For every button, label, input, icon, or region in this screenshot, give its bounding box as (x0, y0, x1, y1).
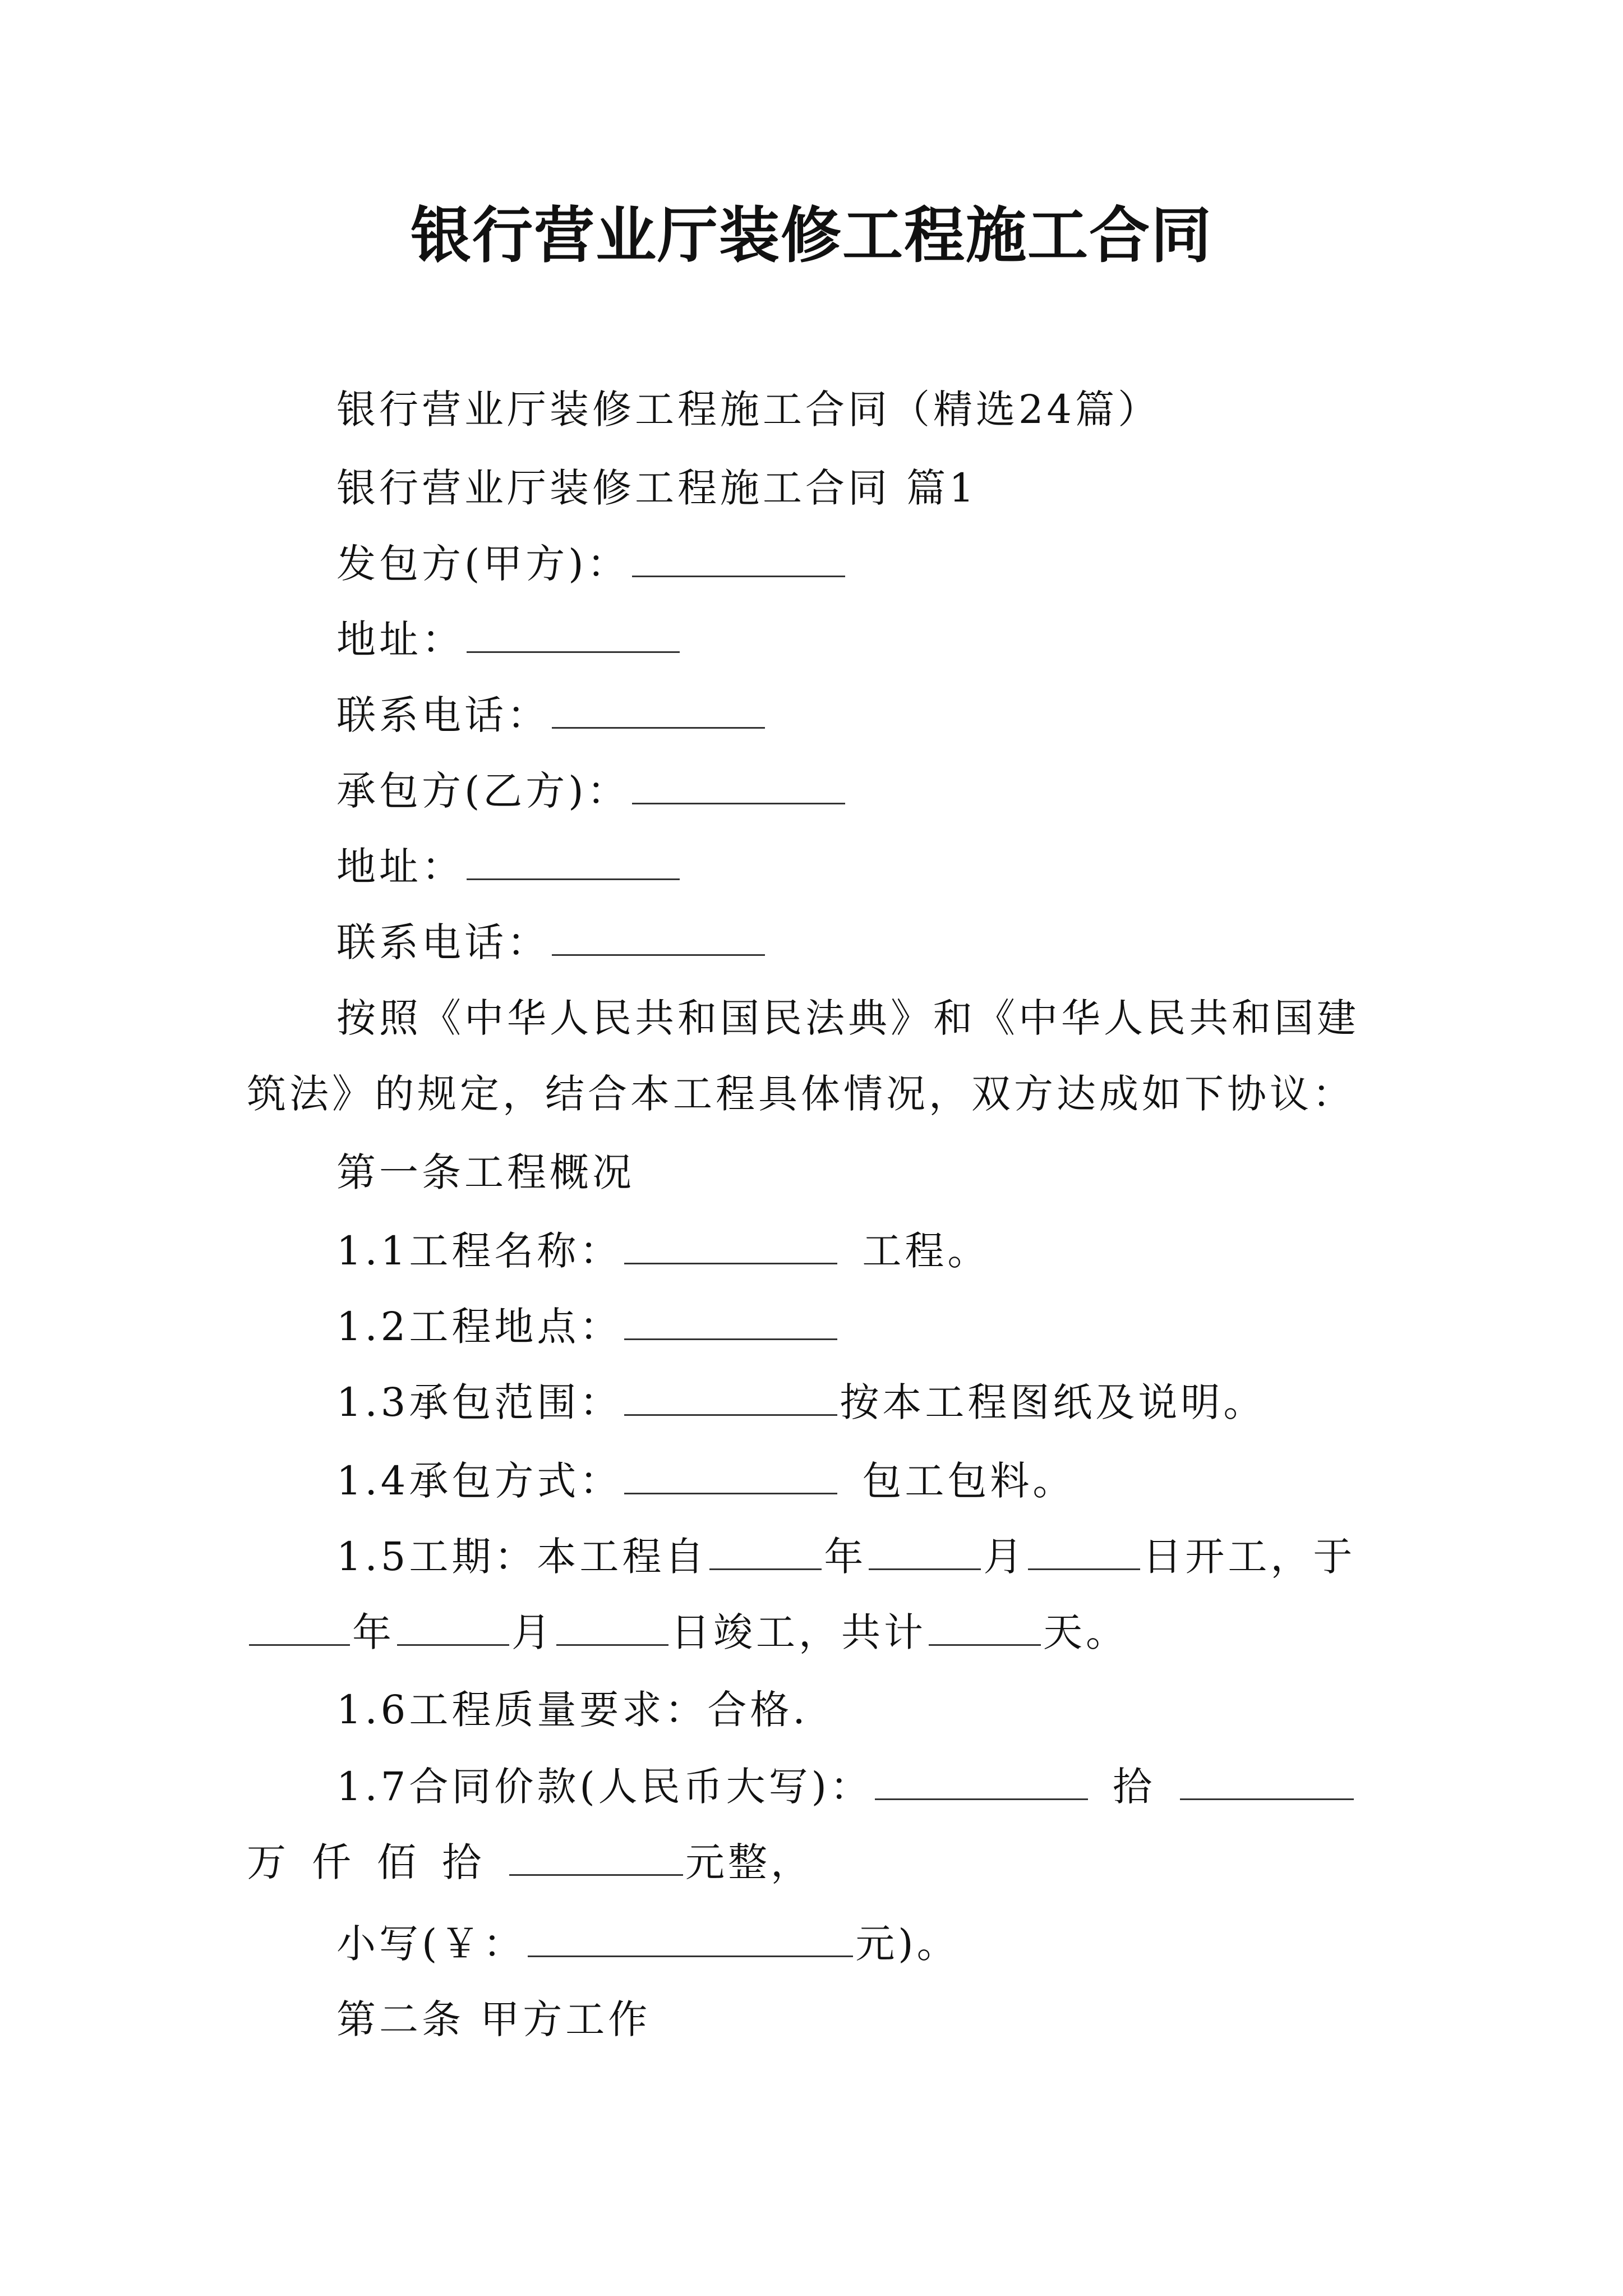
scope-line (336, 1374, 1266, 1430)
project-site-label: 1.2工程地点： (336, 1304, 623, 1350)
blank-field (1180, 1761, 1354, 1800)
party-a-label: 发包方(甲方)： (336, 541, 630, 587)
blank-field (528, 1918, 853, 1957)
project-name-suffix: 工程。 (862, 1228, 990, 1274)
month-label: 月 (511, 1609, 554, 1655)
period-line-1 (336, 1529, 1355, 1585)
blank-field (1028, 1531, 1140, 1570)
blank-field (709, 1531, 822, 1570)
blank-field (509, 1837, 683, 1876)
address-a-label: 地址： (336, 616, 464, 662)
article-1-heading: 第一条工程概况 (336, 1149, 635, 1195)
chapter-heading: 银行营业厅装修工程施工合同 篇1 (336, 465, 978, 511)
scope-label: 1.3承包范围： (336, 1379, 623, 1425)
yuan-zheng-label: 元整， (685, 1839, 813, 1885)
contract-mode-suffix: 包工包料。 (862, 1458, 1076, 1504)
small-amount-suffix: 元)。 (855, 1921, 960, 1967)
phone-b-line (336, 914, 767, 970)
phone-b-label: 联系电话： (336, 919, 550, 965)
blank-field (556, 1607, 668, 1646)
project-site-line (336, 1299, 840, 1355)
blank-field (632, 539, 845, 577)
document-title: 银行营业厅装修工程施工合同 (410, 200, 1212, 271)
year-label: 年 (824, 1534, 867, 1580)
phone-a-line (336, 687, 767, 743)
price-line-2 (247, 1834, 813, 1890)
blank-field (397, 1607, 509, 1646)
period-line-2 (247, 1604, 1128, 1660)
blank-field (624, 1456, 837, 1494)
shi-label: 拾 (442, 1839, 485, 1885)
blank-field (467, 614, 680, 653)
wan-label: 万 (247, 1839, 289, 1885)
blank-field (467, 841, 680, 880)
quality-line: 1.6工程质量要求：合格. (336, 1687, 809, 1733)
price-label: 1.7合同价款(人民币大写)： (336, 1764, 873, 1810)
project-name-label: 1.1工程名称： (336, 1228, 623, 1274)
project-name-line (336, 1223, 990, 1279)
blank-field (624, 1377, 837, 1416)
blank-field (552, 690, 765, 729)
address-b-line (336, 839, 682, 895)
blank-field (249, 1607, 350, 1646)
qian-label: 仟 (312, 1839, 354, 1885)
party-a-line (336, 536, 847, 592)
address-a-line (336, 611, 682, 668)
year-label: 年 (352, 1609, 395, 1655)
small-amount-line (336, 1916, 960, 1972)
phone-a-label: 联系电话： (336, 692, 550, 738)
shi-label: 拾 (1112, 1764, 1155, 1810)
days-label: 天。 (1043, 1609, 1128, 1655)
start-day-label: 日开工，于 (1142, 1534, 1356, 1580)
blank-field (624, 1226, 837, 1264)
article-2-heading: 第二条 甲方工作 (336, 1996, 651, 2042)
bai-label: 佰 (377, 1839, 419, 1885)
law-paragraph-line-1: 按照《中华人民共和国民法典》和《中华人民共和国建 (336, 995, 1359, 1041)
party-b-line (336, 763, 847, 819)
blank-field (552, 917, 765, 956)
subtitle: 银行营业厅装修工程施工合同（精选24篇） (336, 386, 1161, 432)
address-b-label: 地址： (336, 844, 464, 890)
blank-field (624, 1301, 837, 1340)
contract-mode-line (336, 1453, 1075, 1509)
blank-field (875, 1761, 1088, 1800)
blank-field (929, 1607, 1041, 1646)
law-paragraph-line-2: 筑法》的规定，结合本工程具体情况，双方达成如下协议： (247, 1071, 1355, 1117)
price-line-1 (336, 1759, 1356, 1815)
blank-field (632, 766, 845, 804)
end-day-label: 日竣工，共计 (671, 1609, 926, 1655)
month-label: 月 (983, 1534, 1026, 1580)
period-label: 1.5工期：本工程自 (336, 1534, 708, 1580)
contract-mode-label: 1.4承包方式： (336, 1458, 623, 1504)
blank-field (869, 1531, 981, 1570)
small-amount-label: 小写(￥： (336, 1921, 526, 1967)
party-b-label: 承包方(乙方)： (336, 768, 630, 814)
scope-suffix: 按本工程图纸及说明。 (840, 1379, 1266, 1425)
